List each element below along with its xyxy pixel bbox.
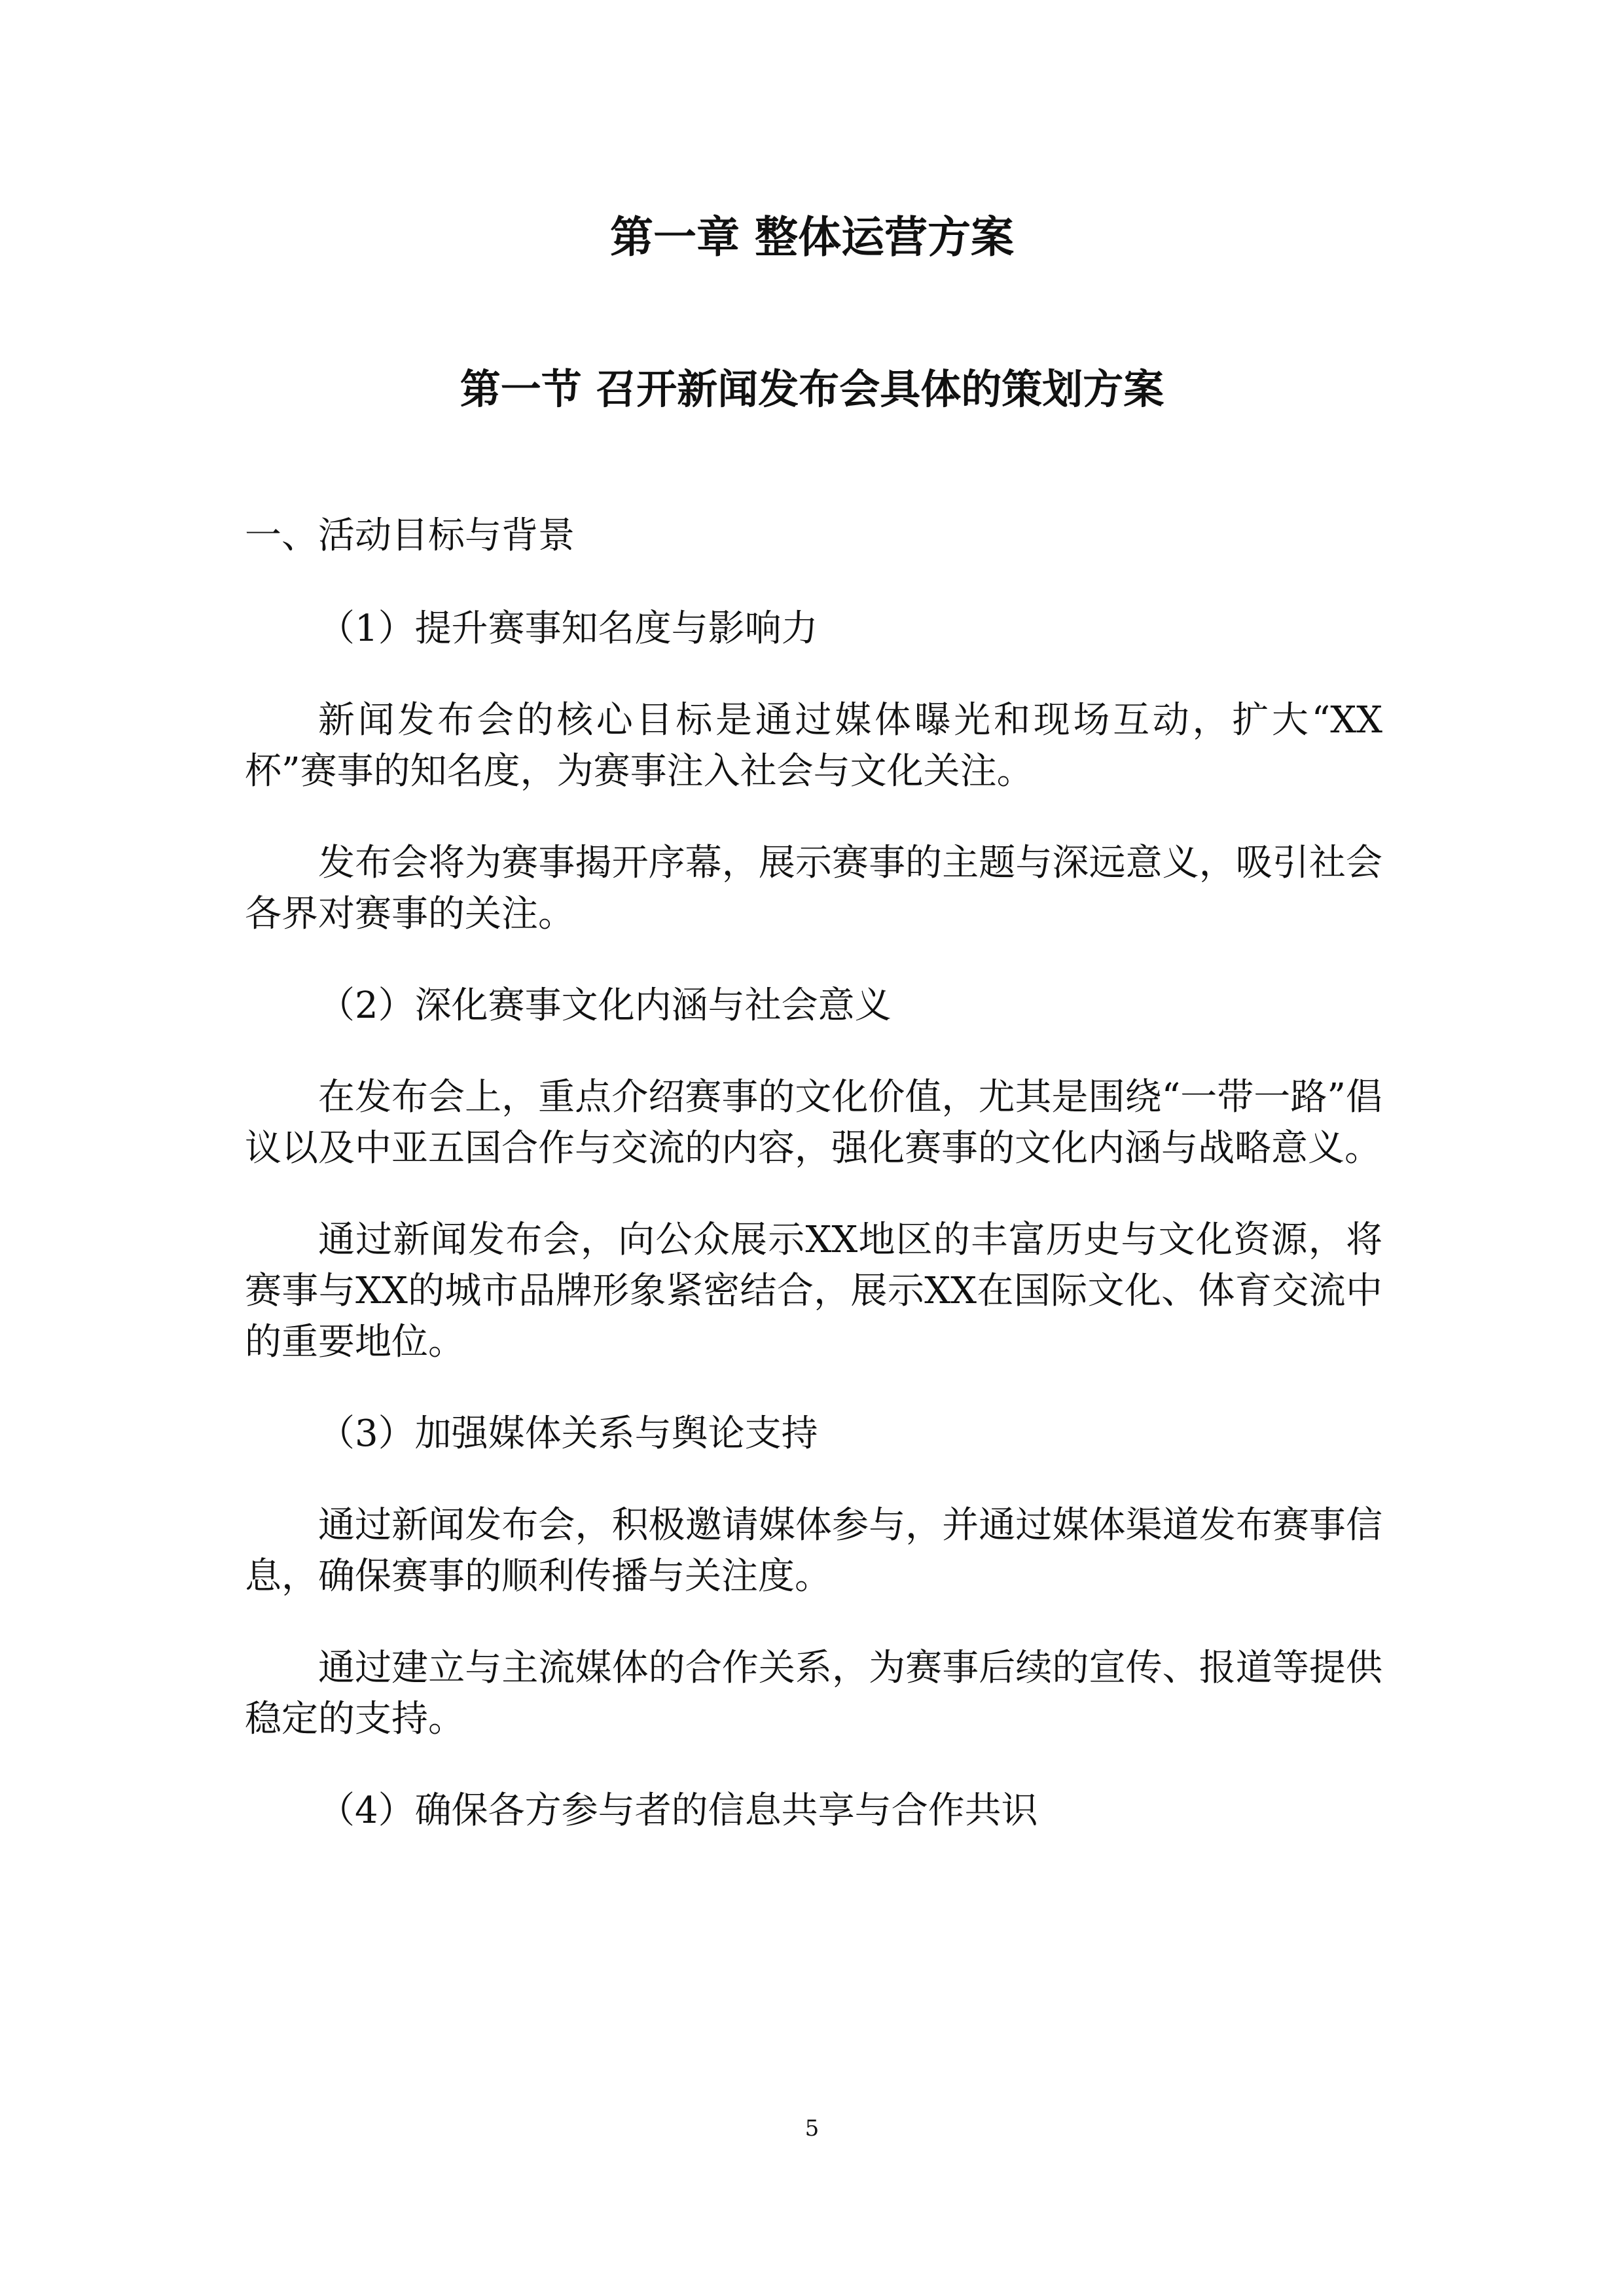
- subheading-1: （1）提升赛事知名度与影响力: [318, 607, 818, 650]
- subheading-3: （3）加强媒体关系与舆论支持: [318, 1412, 818, 1455]
- paragraph: 通过建立与主流媒体的合作关系，为赛事后续的宣传、报道等提供稳定的支持。: [245, 1647, 1382, 1740]
- paragraph: 通过新闻发布会，积极邀请媒体参与，并通过媒体渠道发布赛事信息，确保赛事的顺利传播与关注度。: [245, 1504, 1382, 1598]
- paragraph: 发布会将为赛事揭开序幕，展示赛事的主题与深远意义，吸引社会各界对赛事的关注。: [245, 842, 1382, 935]
- paragraph: 新闻发布会的核心目标是通过媒体曝光和现场互动，扩大“XX杯”赛事的知名度，为赛事注入社会与文化关注。: [245, 699, 1382, 793]
- page-number: 5: [804, 2115, 820, 2142]
- paragraph: 通过新闻发布会，向公众展示XX地区的丰富历史与文化资源，将赛事与XX的城市品牌形象紧密结合，展示XX在国际文化、体育交流中的重要地位。: [245, 1219, 1382, 1363]
- heading-activity-goals: 一、活动目标与背景: [245, 514, 575, 557]
- paragraph: 在发布会上，重点介绍赛事的文化价值，尤其是围绕“一带一路”倡议以及中亚五国合作与交流的内容，强化赛事的文化内涵与战略意义。: [245, 1076, 1382, 1170]
- chapter-title: 第一章 整体运营方案: [610, 212, 1014, 262]
- section-title: 第一节 召开新闻发布会具体的策划方案: [460, 365, 1164, 413]
- document-body: [245, 511, 1382, 1877]
- subheading-2: （2）深化赛事文化内涵与社会意义: [318, 984, 892, 1027]
- subheading-4: （4）确保各方参与者的信息共享与合作共识: [318, 1789, 1038, 1832]
